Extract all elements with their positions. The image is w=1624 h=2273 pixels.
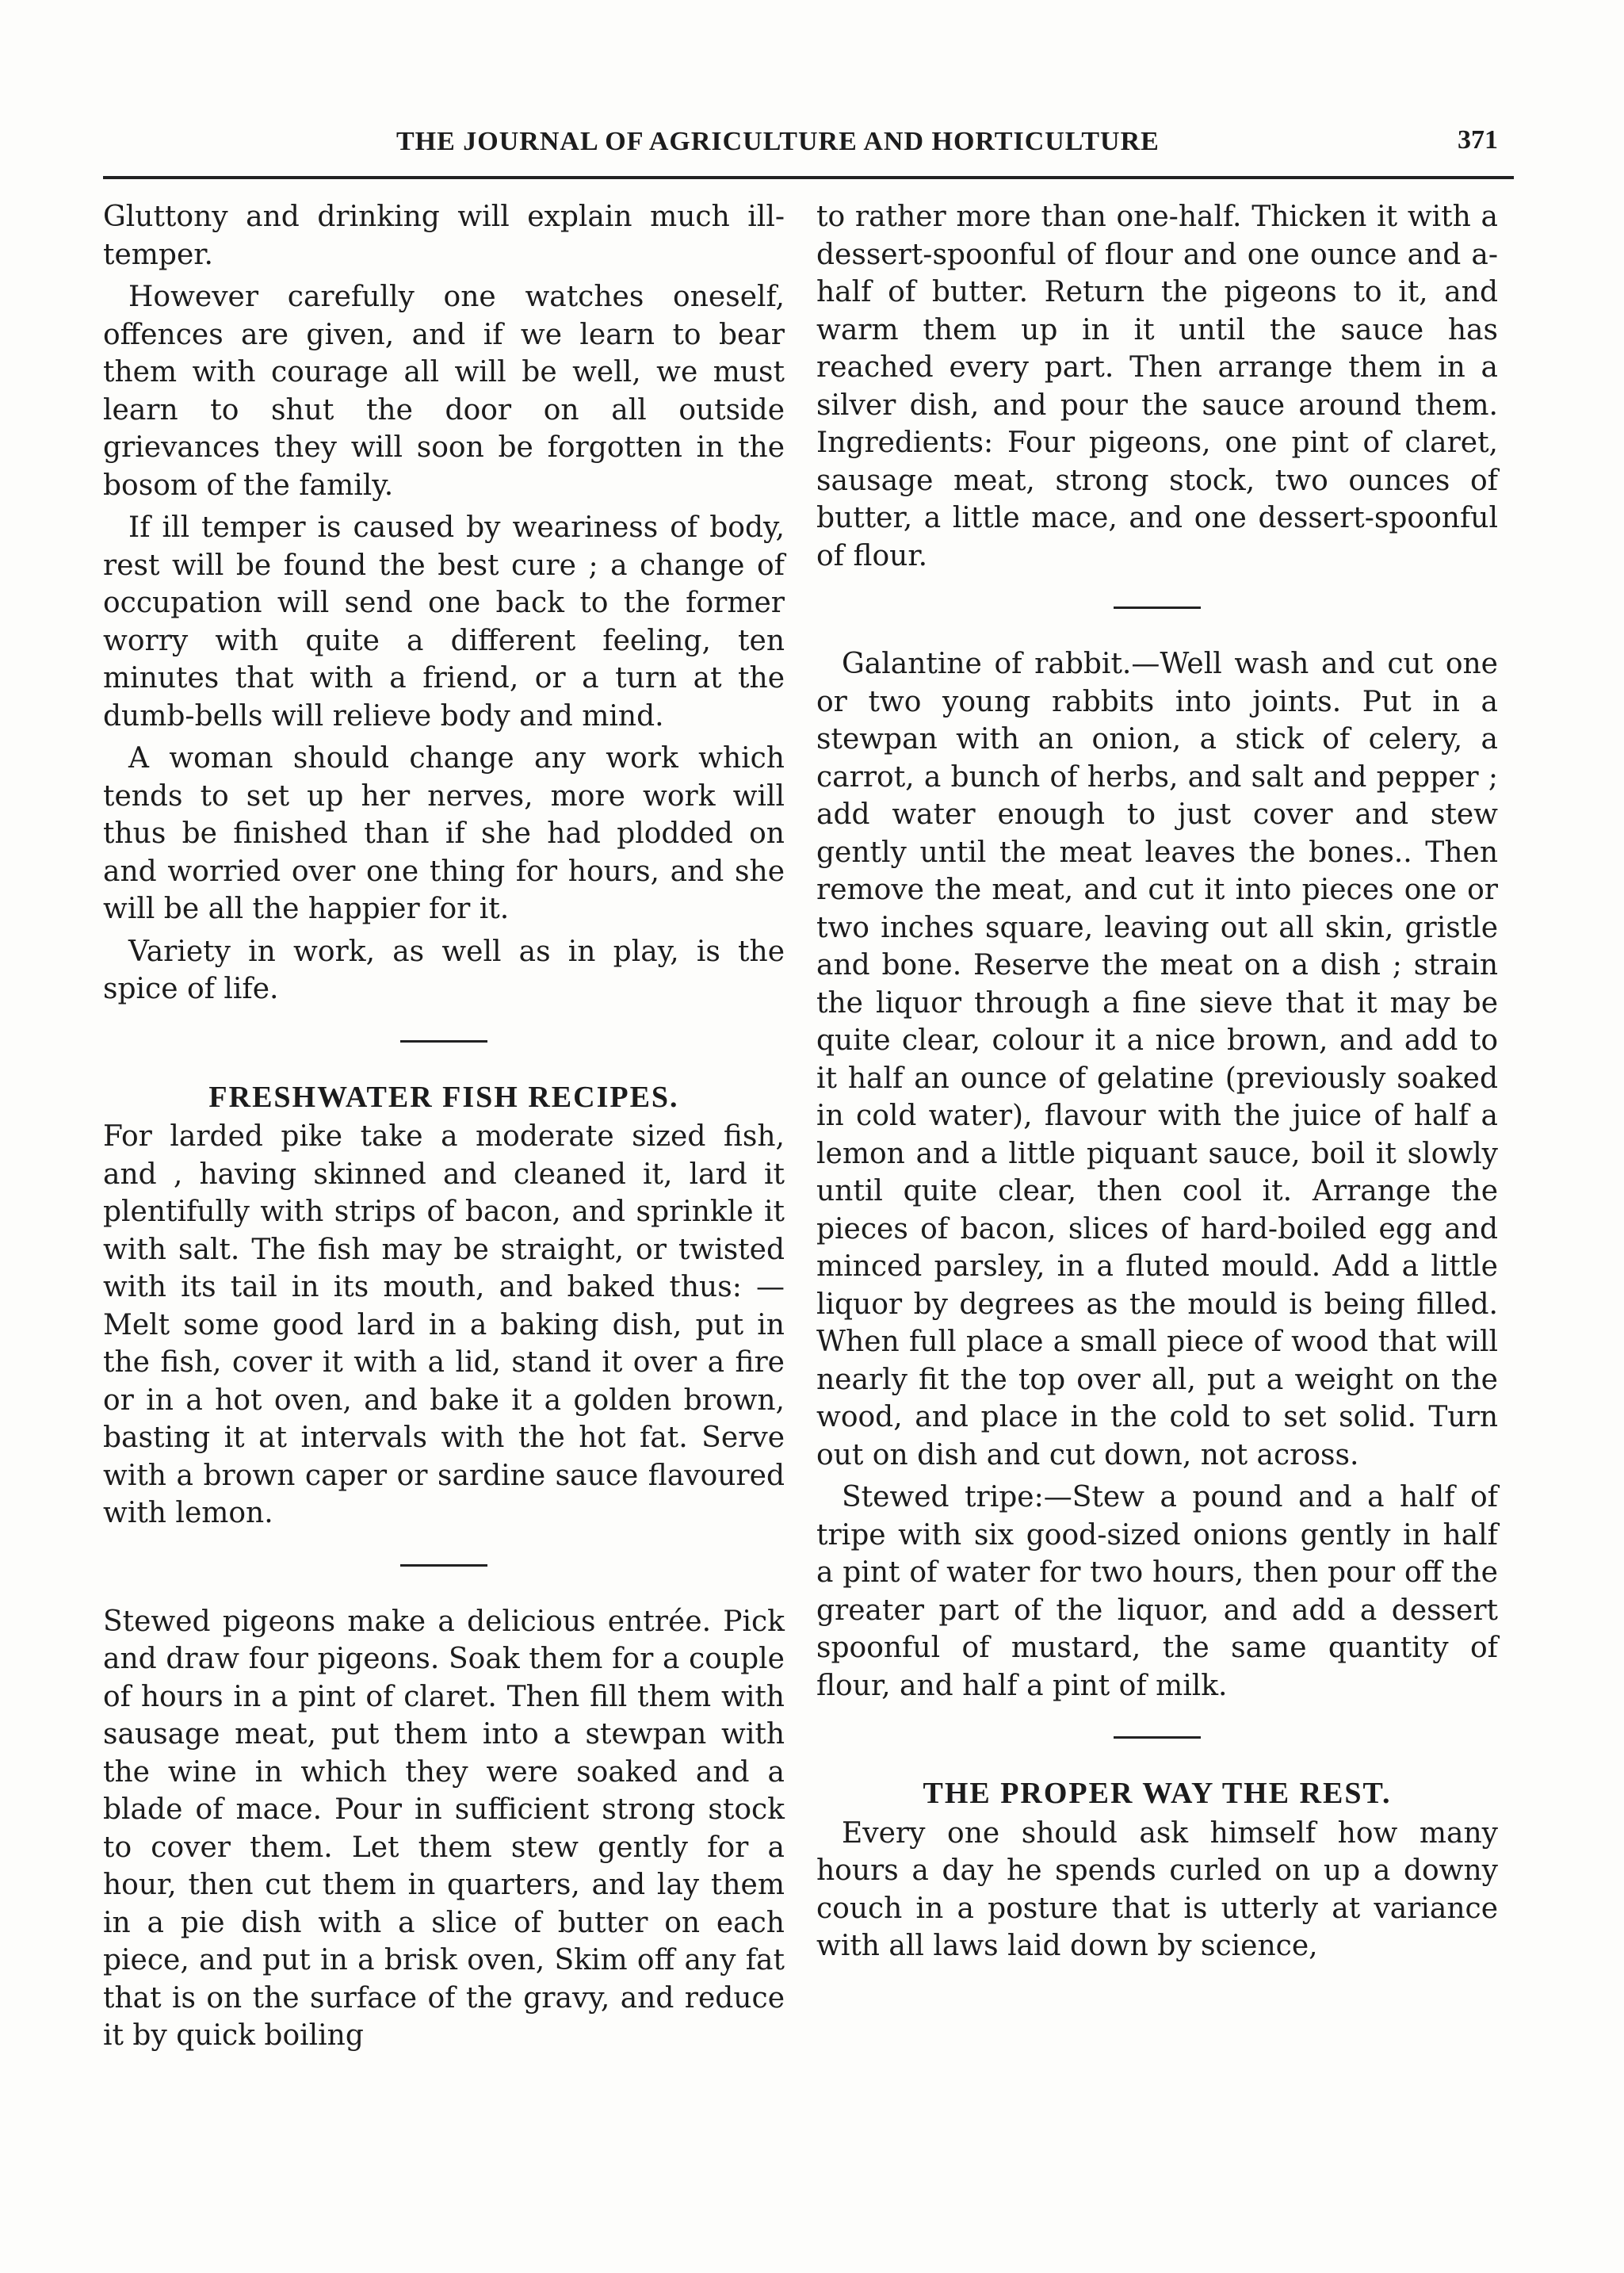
header-rule bbox=[103, 176, 1514, 179]
running-title: THE JOURNAL OF AGRICULTURE AND HORTICULTURE bbox=[396, 127, 1160, 156]
recipe-larded-pike: For larded pike take a moderate sized fish, and , having skinned and cleaned it, lard it plentifully with strips of bacon, and sprinkle it with salt. The fish may be straight, or twisted with its tail in its mouth, and baked thus: —Melt some good lard in a baking dish, put in the fish, cover it with a lid, stand it over a fire or in a hot oven, and bake it a golden brown, basting it at intervals with the hot fat. Serve with a brown caper or sardine sauce flavoured with lemon. bbox=[103, 1120, 785, 1529]
paragraph-gluttony: Gluttony and drinking will explain much ill-temper. bbox=[103, 201, 785, 271]
recipe-stewed-pigeons-continued: to rather more than one-half. Thicken it with a dessert-spoonful of flour and one ounce and a-half of butter. Return the pigeons to it, and warm them up in it until the sauce has reached every part. Then arrange them in a silver dish, and pour the sauce around them. Ingredients: Four pigeons, one pint of claret, sausage meat, strong stock, two ounces of butter, a little mace, and one dessert-spoonful of flour. bbox=[816, 201, 1498, 572]
section-divider bbox=[1114, 1736, 1201, 1739]
right-column bbox=[816, 198, 1498, 1965]
page-header bbox=[103, 119, 1514, 166]
section-heading-fish-recipes: FRESHWATER FISH RECIPES. bbox=[208, 1080, 679, 1114]
recipe-stewed-pigeons: Stewed pigeons make a delicious entrée. Pick and draw four pigeons. Soak them for a couple of hours in a pint of claret. Then fill them with sausage meat, put them into a stewpan with the wine in which they were soaked and a blade of mace. Pour in sufficient strong stock to cover them. Let them stew gently for a hour, then cut them in quarters, and lay them in a pie dish with a slice of butter on each piece, and put in a brisk oven, Skim off any fat that is on the surface of the gravy, and reduce it by quick boiling bbox=[103, 1605, 785, 2052]
paragraph-variety: Variety in work, as well as in play, is the spice of life. bbox=[103, 935, 785, 1005]
recipe-galantine-of-rabbit: Galantine of rabbit.—Well wash and cut one or two young rabbits into joints. Put in a stewpan with an onion, a stick of celery, a carrot, a bunch of herbs, and salt and pepper ; add water enough to just cover and stew gently until the meat leaves the bones.. Then remove the meat, and cut it into pieces one or two inches square, leaving out all skin, gristle and bone. Reserve the meat on a dish ; strain the liquor through a fine sieve that it may be quite clear, colour it a nice brown, and add to it half an ounce of gelatine (previously soaked in cold water), flavour with the juice of half a lemon and a little piquant sauce, boil it slowly until quite clear, then cool it. Arrange the pieces of bacon, slices of hard-boiled egg and minced parsley, in a fluted mould. Add a little liquor by degrees as the mould is being filled. When full place a small piece of wood that will nearly fit the top over all, put a weight on the wood, and place in the cold to set solid. Turn out on dish and cut down, not across. bbox=[816, 648, 1498, 1471]
recipe-divider bbox=[1114, 607, 1201, 609]
paragraph-offences: However carefully one watches oneself, offences are given, and if we learn to bear them with courage all will be well, we must learn to shut the door on all outside grievances they will soon be forgotten in the bosom of the family. bbox=[103, 281, 785, 502]
paragraph-rest: Every one should ask himself how many hours a day he spends curled on up a downy couch in a posture that is utterly at variance with all laws laid down by science, bbox=[816, 1816, 1498, 1962]
page-number: 371 bbox=[1458, 125, 1498, 155]
left-column bbox=[103, 198, 785, 2055]
recipe-divider bbox=[400, 1564, 487, 1567]
section-divider bbox=[400, 1040, 487, 1043]
recipe-stewed-tripe: Stewed tripe:—Stew a pound and a half of tripe with six good-sized onions gently in half a pint of water for two hours, then pour off the greater part of the liquor, and add a dessert spoonful of mustard, the same quantity of flour, and half a pint of milk. bbox=[816, 1481, 1498, 1702]
paragraph-ill-temper: If ill temper is caused by weariness of body, rest will be found the best cure ; a change of occupation will send one back to the former worry with quite a different feeling, ten minutes that with a friend, or a turn at the dumb-bells will relieve body and mind. bbox=[103, 511, 785, 733]
paragraph-woman-work: A woman should change any work which tends to set up her nerves, more work will thus be finished than if she had plodded on and worried over one thing for hours, and she will be all the happier for it. bbox=[103, 742, 785, 925]
section-heading-proper-way-rest: THE PROPER WAY THE REST. bbox=[923, 1777, 1392, 1810]
